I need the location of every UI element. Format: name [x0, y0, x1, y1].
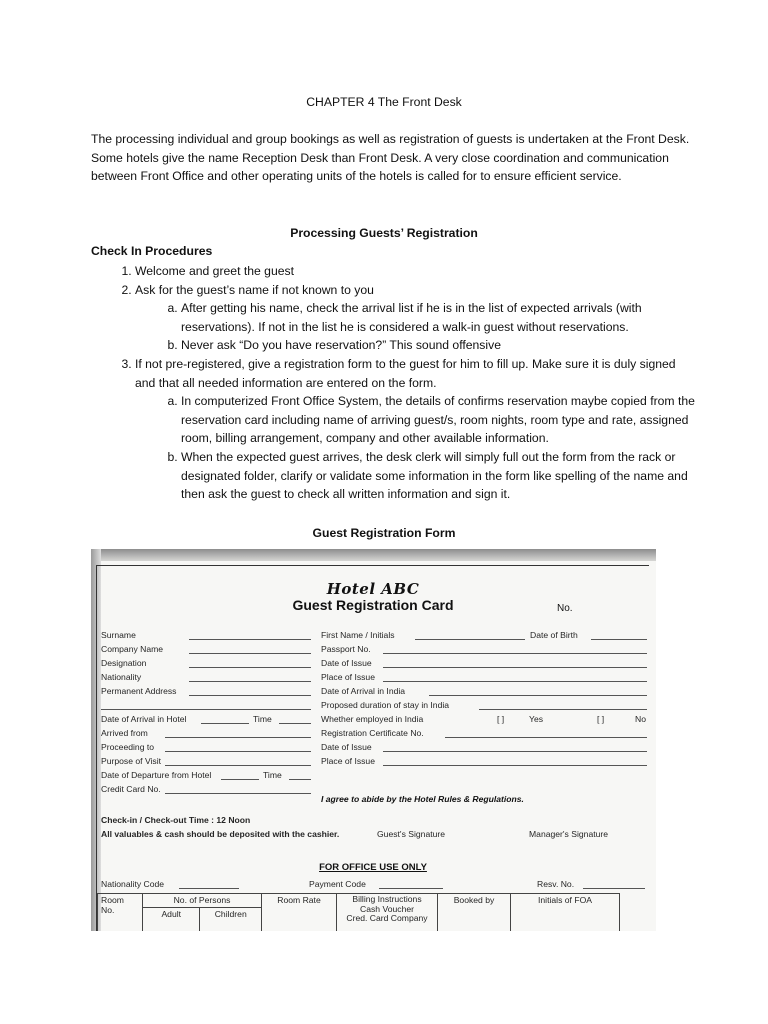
- field-line: [201, 723, 249, 724]
- th-children: Children: [200, 908, 262, 932]
- checkout-time: Check-in / Check-out Time : 12 Noon: [101, 815, 251, 825]
- step-item: [135, 355, 695, 504]
- field-line: [221, 779, 259, 780]
- field-line: [179, 888, 239, 889]
- checkin-title: Check In Procedures: [91, 244, 213, 258]
- nationality-code: Nationality Code: [101, 879, 165, 889]
- step-text: If not pre-registered, give a registration form to the guest for him to fill up. Make sure it is duly signed and that all needed information are entered on the form.: [135, 356, 676, 390]
- th-room-no: Room No.: [98, 894, 143, 932]
- field-company-name: Company Name: [101, 644, 164, 654]
- substeps: [135, 392, 695, 504]
- card-title: Guest Registration Card: [292, 597, 454, 613]
- billing-card-company: Cred. Card Company: [346, 913, 428, 923]
- field-line: [445, 737, 647, 738]
- field-line: [583, 888, 645, 889]
- field-credit-card: Credit Card No.: [101, 784, 161, 794]
- field-date-of-arrival-india: Date of Arrival in India: [321, 686, 406, 696]
- manager-signature: Manager's Signature: [529, 829, 609, 839]
- field-line: [383, 667, 647, 668]
- valuables-note: All valuables & cash should be deposited with the cashier.: [101, 829, 340, 839]
- checkin-steps: [91, 262, 695, 504]
- step-text: Welcome and greet the guest: [135, 264, 294, 278]
- field-place-of-issue-2: Place of Issue: [321, 756, 375, 766]
- payment-code: Payment Code: [309, 879, 366, 889]
- substep-item: a. In computerized Front Office System, the details of confirms reservation maybe copied from the reservation card including name of arriving guest/s, room nights, room type and rate, assigned room, billing arrangement, company and other available information.: [181, 392, 695, 448]
- field-line: [379, 888, 443, 889]
- field-date-of-arrival: Date of Arrival in Hotel: [101, 714, 187, 724]
- field-line: [165, 751, 311, 752]
- field-line: [189, 681, 311, 682]
- yes-label: Yes: [529, 714, 544, 724]
- chapter-title: CHAPTER 4 The Front Desk: [306, 95, 462, 109]
- field-time-label: Time: [253, 714, 272, 724]
- office-use-table: [97, 893, 620, 931]
- field-line: [289, 779, 311, 780]
- field-line: [189, 653, 311, 654]
- resv-no: Resv. No.: [537, 879, 575, 889]
- card-number-label: No.: [557, 603, 573, 614]
- field-place-of-issue: Place of Issue: [321, 672, 375, 682]
- hotel-name: Hotel ABC: [326, 580, 420, 598]
- field-line: [101, 709, 311, 710]
- substeps: [135, 299, 695, 355]
- th-no-of-persons: No. of Persons: [143, 894, 262, 908]
- field-time-label: Time: [263, 770, 282, 780]
- scan-shadow-top: [91, 549, 656, 561]
- field-line: [165, 737, 311, 738]
- yes-checkbox: [ ]: [497, 714, 505, 724]
- billing-title: Billing Instructions: [352, 894, 422, 904]
- field-line: [189, 695, 311, 696]
- field-line: [383, 653, 647, 654]
- substep-item: b. Never ask “Do you have reservation?” This sound offensive: [181, 336, 695, 355]
- field-line: [383, 765, 647, 766]
- no-label: No: [635, 714, 646, 724]
- field-date-of-departure: Date of Departure from Hotel: [101, 770, 212, 780]
- billing-cash-voucher: Cash Voucher: [360, 903, 414, 914]
- field-line: [591, 639, 647, 640]
- field-line: [415, 639, 525, 640]
- section-title: Processing Guests’ Registration: [290, 226, 478, 240]
- field-line: [383, 681, 647, 682]
- field-line: [165, 793, 311, 794]
- th-initials-foa: Initials of FOA: [511, 894, 620, 932]
- field-purpose-of-visit: Purpose of Visit: [101, 756, 162, 766]
- field-designation: Designation: [101, 658, 147, 668]
- no-checkbox: [ ]: [597, 714, 605, 724]
- field-nationality: Nationality: [101, 672, 142, 682]
- field-employed-in-india: Whether employed in India: [321, 714, 424, 724]
- form-caption: Guest Registration Form: [312, 526, 456, 540]
- field-permanent-address: Permanent Address: [101, 686, 177, 696]
- th-adult: Adult: [143, 908, 200, 932]
- substep-item: a. After getting his name, check the arrival list if he is in the list of expected arrivals (with reservations). If not in the list he is considered a walk-in guest without reservations.: [181, 299, 695, 336]
- field-date-of-birth: Date of Birth: [530, 630, 578, 640]
- field-line: [189, 667, 311, 668]
- field-passport-no: Passport No.: [321, 644, 371, 654]
- step-item: [135, 281, 695, 355]
- agreement-text: I agree to abide by the Hotel Rules & Regulations.: [321, 794, 524, 804]
- step-text: Ask for the guest’s name if not known to you: [135, 282, 374, 297]
- scanned-form-image: [91, 549, 656, 931]
- field-registration-certificate: Registration Certificate No.: [321, 728, 424, 738]
- field-line: [479, 709, 647, 710]
- field-first-name: First Name / Initials: [321, 630, 395, 640]
- field-line: [165, 765, 311, 766]
- th-room-rate: Room Rate: [262, 894, 337, 932]
- guest-signature: Guest's Signature: [377, 829, 446, 839]
- intro-paragraph: The processing individual and group bookings as well as registration of guests is undertaken at the Front Desk. Some hotels give the name Reception Desk than Front Desk. A very close coordination and communication between Front Office and other operating units of the hotels is called for to ensure efficient service.: [91, 132, 690, 184]
- field-line: [279, 723, 311, 724]
- step-item: [135, 262, 695, 281]
- field-proceeding-to: Proceeding to: [101, 742, 155, 752]
- substep-item: b. When the expected guest arrives, the desk clerk will simply full out the form from the rack or designated folder, clarify or validate some information in the form like spelling of the name and then ask the guest to check all written information and sign it.: [181, 448, 695, 504]
- field-line: [383, 751, 647, 752]
- field-line: [429, 695, 647, 696]
- registration-card: [96, 565, 649, 931]
- field-date-of-issue-2: Date of Issue: [321, 742, 372, 752]
- field-line: [189, 639, 311, 640]
- field-arrived-from: Arrived from: [101, 728, 148, 738]
- th-billing-instructions: [337, 894, 438, 932]
- office-use-title: FOR OFFICE USE ONLY: [319, 862, 427, 873]
- field-date-of-issue: Date of Issue: [321, 658, 372, 668]
- th-booked-by: Booked by: [438, 894, 511, 932]
- field-surname: Surname: [101, 630, 136, 640]
- field-proposed-duration: Proposed duration of stay in India: [321, 700, 450, 710]
